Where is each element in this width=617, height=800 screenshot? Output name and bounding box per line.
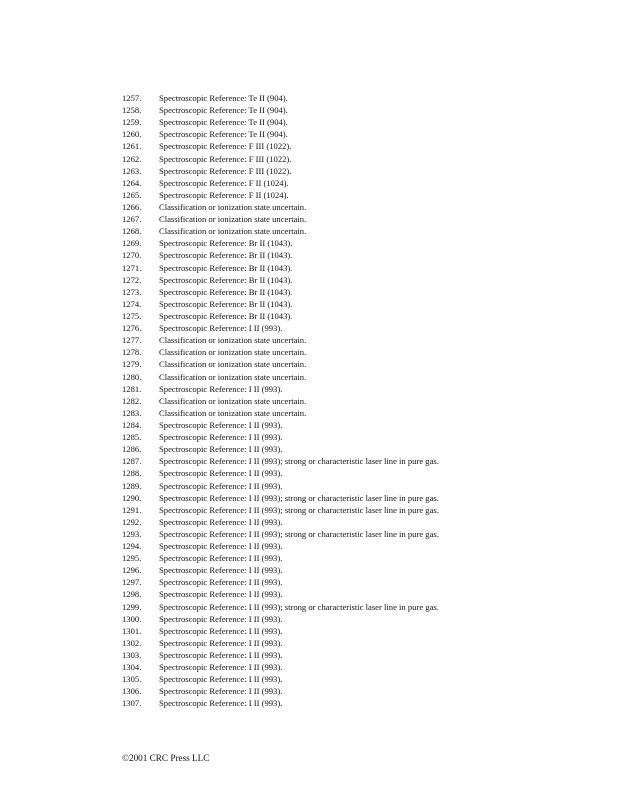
note-number: 1277. <box>122 335 142 346</box>
note-row <box>122 92 592 104</box>
note-row <box>122 395 592 407</box>
note-text: Spectroscopic Reference: I II (993). <box>159 541 283 552</box>
note-row <box>122 564 592 576</box>
note-number: 1293. <box>122 528 142 539</box>
note-number: 1264. <box>122 177 142 188</box>
note-number: 1274. <box>122 298 142 309</box>
note-text: Spectroscopic Reference: I II (993). <box>159 516 283 527</box>
note-number: 1276. <box>122 323 142 334</box>
note-row <box>122 613 592 625</box>
note-row <box>122 431 592 443</box>
note-number: 1303. <box>122 650 142 661</box>
note-row <box>122 310 592 322</box>
note-row <box>122 540 592 552</box>
note-row <box>122 274 592 286</box>
note-row <box>122 346 592 358</box>
note-number: 1278. <box>122 347 142 358</box>
note-text: Spectroscopic Reference: I II (993). <box>159 674 283 685</box>
note-number: 1296. <box>122 565 142 576</box>
note-row <box>122 165 592 177</box>
note-row <box>122 625 592 637</box>
note-text: Spectroscopic Reference: Br II (1043). <box>159 262 293 273</box>
note-row <box>122 189 592 201</box>
note-number: 1279. <box>122 359 142 370</box>
note-row <box>122 588 592 600</box>
note-number: 1273. <box>122 286 142 297</box>
note-row <box>122 673 592 685</box>
note-row <box>122 528 592 540</box>
note-number: 1275. <box>122 310 142 321</box>
note-row <box>122 661 592 673</box>
note-row <box>122 697 592 709</box>
note-text: Classification or ionization state uncertain. <box>159 335 307 346</box>
note-text: Spectroscopic Reference: I II (993). <box>159 383 283 394</box>
note-number: 1257. <box>122 93 142 103</box>
note-number: 1297. <box>122 577 142 588</box>
note-text: Spectroscopic Reference: I II (993). <box>159 686 283 697</box>
note-row <box>122 249 592 261</box>
note-row <box>122 177 592 189</box>
note-text: Spectroscopic Reference: I II (993). <box>159 565 283 576</box>
note-text: Spectroscopic Reference: I II (993); strong or characteristic laser line in pure gas. <box>159 456 439 467</box>
note-text: Spectroscopic Reference: Br II (1043). <box>159 250 293 261</box>
note-row <box>122 492 592 504</box>
note-row <box>122 371 592 383</box>
note-number: 1271. <box>122 262 142 273</box>
note-number: 1272. <box>122 274 142 285</box>
note-text: Spectroscopic Reference: I II (993); strong or characteristic laser line in pure gas. <box>159 504 439 515</box>
note-row <box>122 504 592 516</box>
note-number: 1268. <box>122 226 142 237</box>
note-text: Spectroscopic Reference: I II (993). <box>159 662 283 673</box>
note-text: Spectroscopic Reference: Te II (904). <box>159 129 288 140</box>
note-number: 1299. <box>122 601 142 612</box>
note-row <box>122 237 592 249</box>
note-text: Spectroscopic Reference: I II (993); strong or characteristic laser line in pure gas. <box>159 528 439 539</box>
note-text: Spectroscopic Reference: I II (993). <box>159 419 283 430</box>
note-number: 1266. <box>122 201 142 212</box>
note-number: 1262. <box>122 153 142 164</box>
note-text: Spectroscopic Reference: I II (993). <box>159 589 283 600</box>
note-number: 1285. <box>122 432 142 443</box>
note-text: Classification or ionization state uncertain. <box>159 395 307 406</box>
note-row <box>122 201 592 213</box>
note-row <box>122 480 592 492</box>
note-text: Spectroscopic Reference: Te II (904). <box>159 93 288 103</box>
note-number: 1301. <box>122 625 142 636</box>
note-number: 1304. <box>122 662 142 673</box>
note-row <box>122 104 592 116</box>
note-text: Spectroscopic Reference: Br II (1043). <box>159 298 293 309</box>
note-number: 1260. <box>122 129 142 140</box>
copyright-footer: ©2001 CRC Press LLC <box>122 753 210 763</box>
note-row <box>122 286 592 298</box>
note-text: Spectroscopic Reference: F II (1024). <box>159 189 289 200</box>
notes-list <box>122 92 592 710</box>
note-row <box>122 225 592 237</box>
note-text: Classification or ionization state uncertain. <box>159 347 307 358</box>
note-number: 1261. <box>122 141 142 152</box>
note-text: Spectroscopic Reference: Te II (904). <box>159 117 288 128</box>
note-row <box>122 601 592 613</box>
note-text: Spectroscopic Reference: F II (1024). <box>159 177 289 188</box>
note-text: Spectroscopic Reference: I II (993); strong or characteristic laser line in pure gas. <box>159 601 439 612</box>
note-text: Spectroscopic Reference: Br II (1043). <box>159 238 293 249</box>
note-text: Spectroscopic Reference: I II (993). <box>159 577 283 588</box>
note-number: 1305. <box>122 674 142 685</box>
note-number: 1288. <box>122 468 142 479</box>
note-row <box>122 576 592 588</box>
note-number: 1265. <box>122 189 142 200</box>
note-text: Spectroscopic Reference: I II (993). <box>159 613 283 624</box>
note-number: 1259. <box>122 117 142 128</box>
note-number: 1291. <box>122 504 142 515</box>
note-text: Classification or ionization state uncertain. <box>159 359 307 370</box>
note-number: 1270. <box>122 250 142 261</box>
note-number: 1295. <box>122 553 142 564</box>
note-row <box>122 419 592 431</box>
note-row <box>122 552 592 564</box>
note-text: Spectroscopic Reference: F III (1022). <box>159 153 292 164</box>
note-row <box>122 455 592 467</box>
note-text: Classification or ionization state uncertain. <box>159 201 307 212</box>
note-number: 1281. <box>122 383 142 394</box>
note-row <box>122 262 592 274</box>
note-number: 1292. <box>122 516 142 527</box>
note-number: 1282. <box>122 395 142 406</box>
note-number: 1302. <box>122 637 142 648</box>
note-row <box>122 443 592 455</box>
note-number: 1298. <box>122 589 142 600</box>
note-text: Spectroscopic Reference: I II (993). <box>159 468 283 479</box>
note-row <box>122 649 592 661</box>
note-number: 1300. <box>122 613 142 624</box>
note-text: Spectroscopic Reference: Br II (1043). <box>159 286 293 297</box>
note-row <box>122 407 592 419</box>
note-text: Spectroscopic Reference: I II (993). <box>159 650 283 661</box>
note-number: 1306. <box>122 686 142 697</box>
note-text: Spectroscopic Reference: I II (993). <box>159 625 283 636</box>
note-number: 1284. <box>122 419 142 430</box>
note-text: Classification or ionization state uncertain. <box>159 226 307 237</box>
note-row <box>122 128 592 140</box>
note-text: Spectroscopic Reference: I II (993). <box>159 553 283 564</box>
note-row <box>122 322 592 334</box>
note-number: 1283. <box>122 407 142 418</box>
note-text: Spectroscopic Reference: I II (993). <box>159 444 283 455</box>
note-text: Classification or ionization state uncertain. <box>159 214 307 225</box>
note-text: Spectroscopic Reference: Te II (904). <box>159 105 288 116</box>
note-text: Spectroscopic Reference: I II (993); strong or characteristic laser line in pure gas. <box>159 492 439 503</box>
note-row <box>122 383 592 395</box>
note-row <box>122 140 592 152</box>
note-text: Classification or ionization state uncertain. <box>159 407 307 418</box>
note-number: 1258. <box>122 105 142 116</box>
note-number: 1269. <box>122 238 142 249</box>
note-text: Spectroscopic Reference: Br II (1043). <box>159 310 293 321</box>
note-text: Spectroscopic Reference: I II (993). <box>159 432 283 443</box>
note-row <box>122 116 592 128</box>
note-text: Spectroscopic Reference: F III (1022). <box>159 141 292 152</box>
note-row <box>122 358 592 370</box>
note-number: 1289. <box>122 480 142 491</box>
note-row <box>122 213 592 225</box>
note-number: 1307. <box>122 698 142 709</box>
note-number: 1280. <box>122 371 142 382</box>
note-row <box>122 298 592 310</box>
note-text: Spectroscopic Reference: I II (993). <box>159 323 283 334</box>
note-text: Spectroscopic Reference: I II (993). <box>159 698 283 709</box>
note-number: 1267. <box>122 214 142 225</box>
note-row <box>122 153 592 165</box>
note-number: 1294. <box>122 541 142 552</box>
note-text: Spectroscopic Reference: Br II (1043). <box>159 274 293 285</box>
note-text: Classification or ionization state uncertain. <box>159 371 307 382</box>
note-text: Spectroscopic Reference: I II (993). <box>159 637 283 648</box>
note-text: Spectroscopic Reference: I II (993). <box>159 480 283 491</box>
note-row <box>122 467 592 479</box>
note-row <box>122 334 592 346</box>
note-row <box>122 685 592 697</box>
note-number: 1290. <box>122 492 142 503</box>
note-number: 1263. <box>122 165 142 176</box>
note-row <box>122 516 592 528</box>
note-number: 1287. <box>122 456 142 467</box>
note-text: Spectroscopic Reference: F III (1022). <box>159 165 292 176</box>
note-row <box>122 637 592 649</box>
note-number: 1286. <box>122 444 142 455</box>
